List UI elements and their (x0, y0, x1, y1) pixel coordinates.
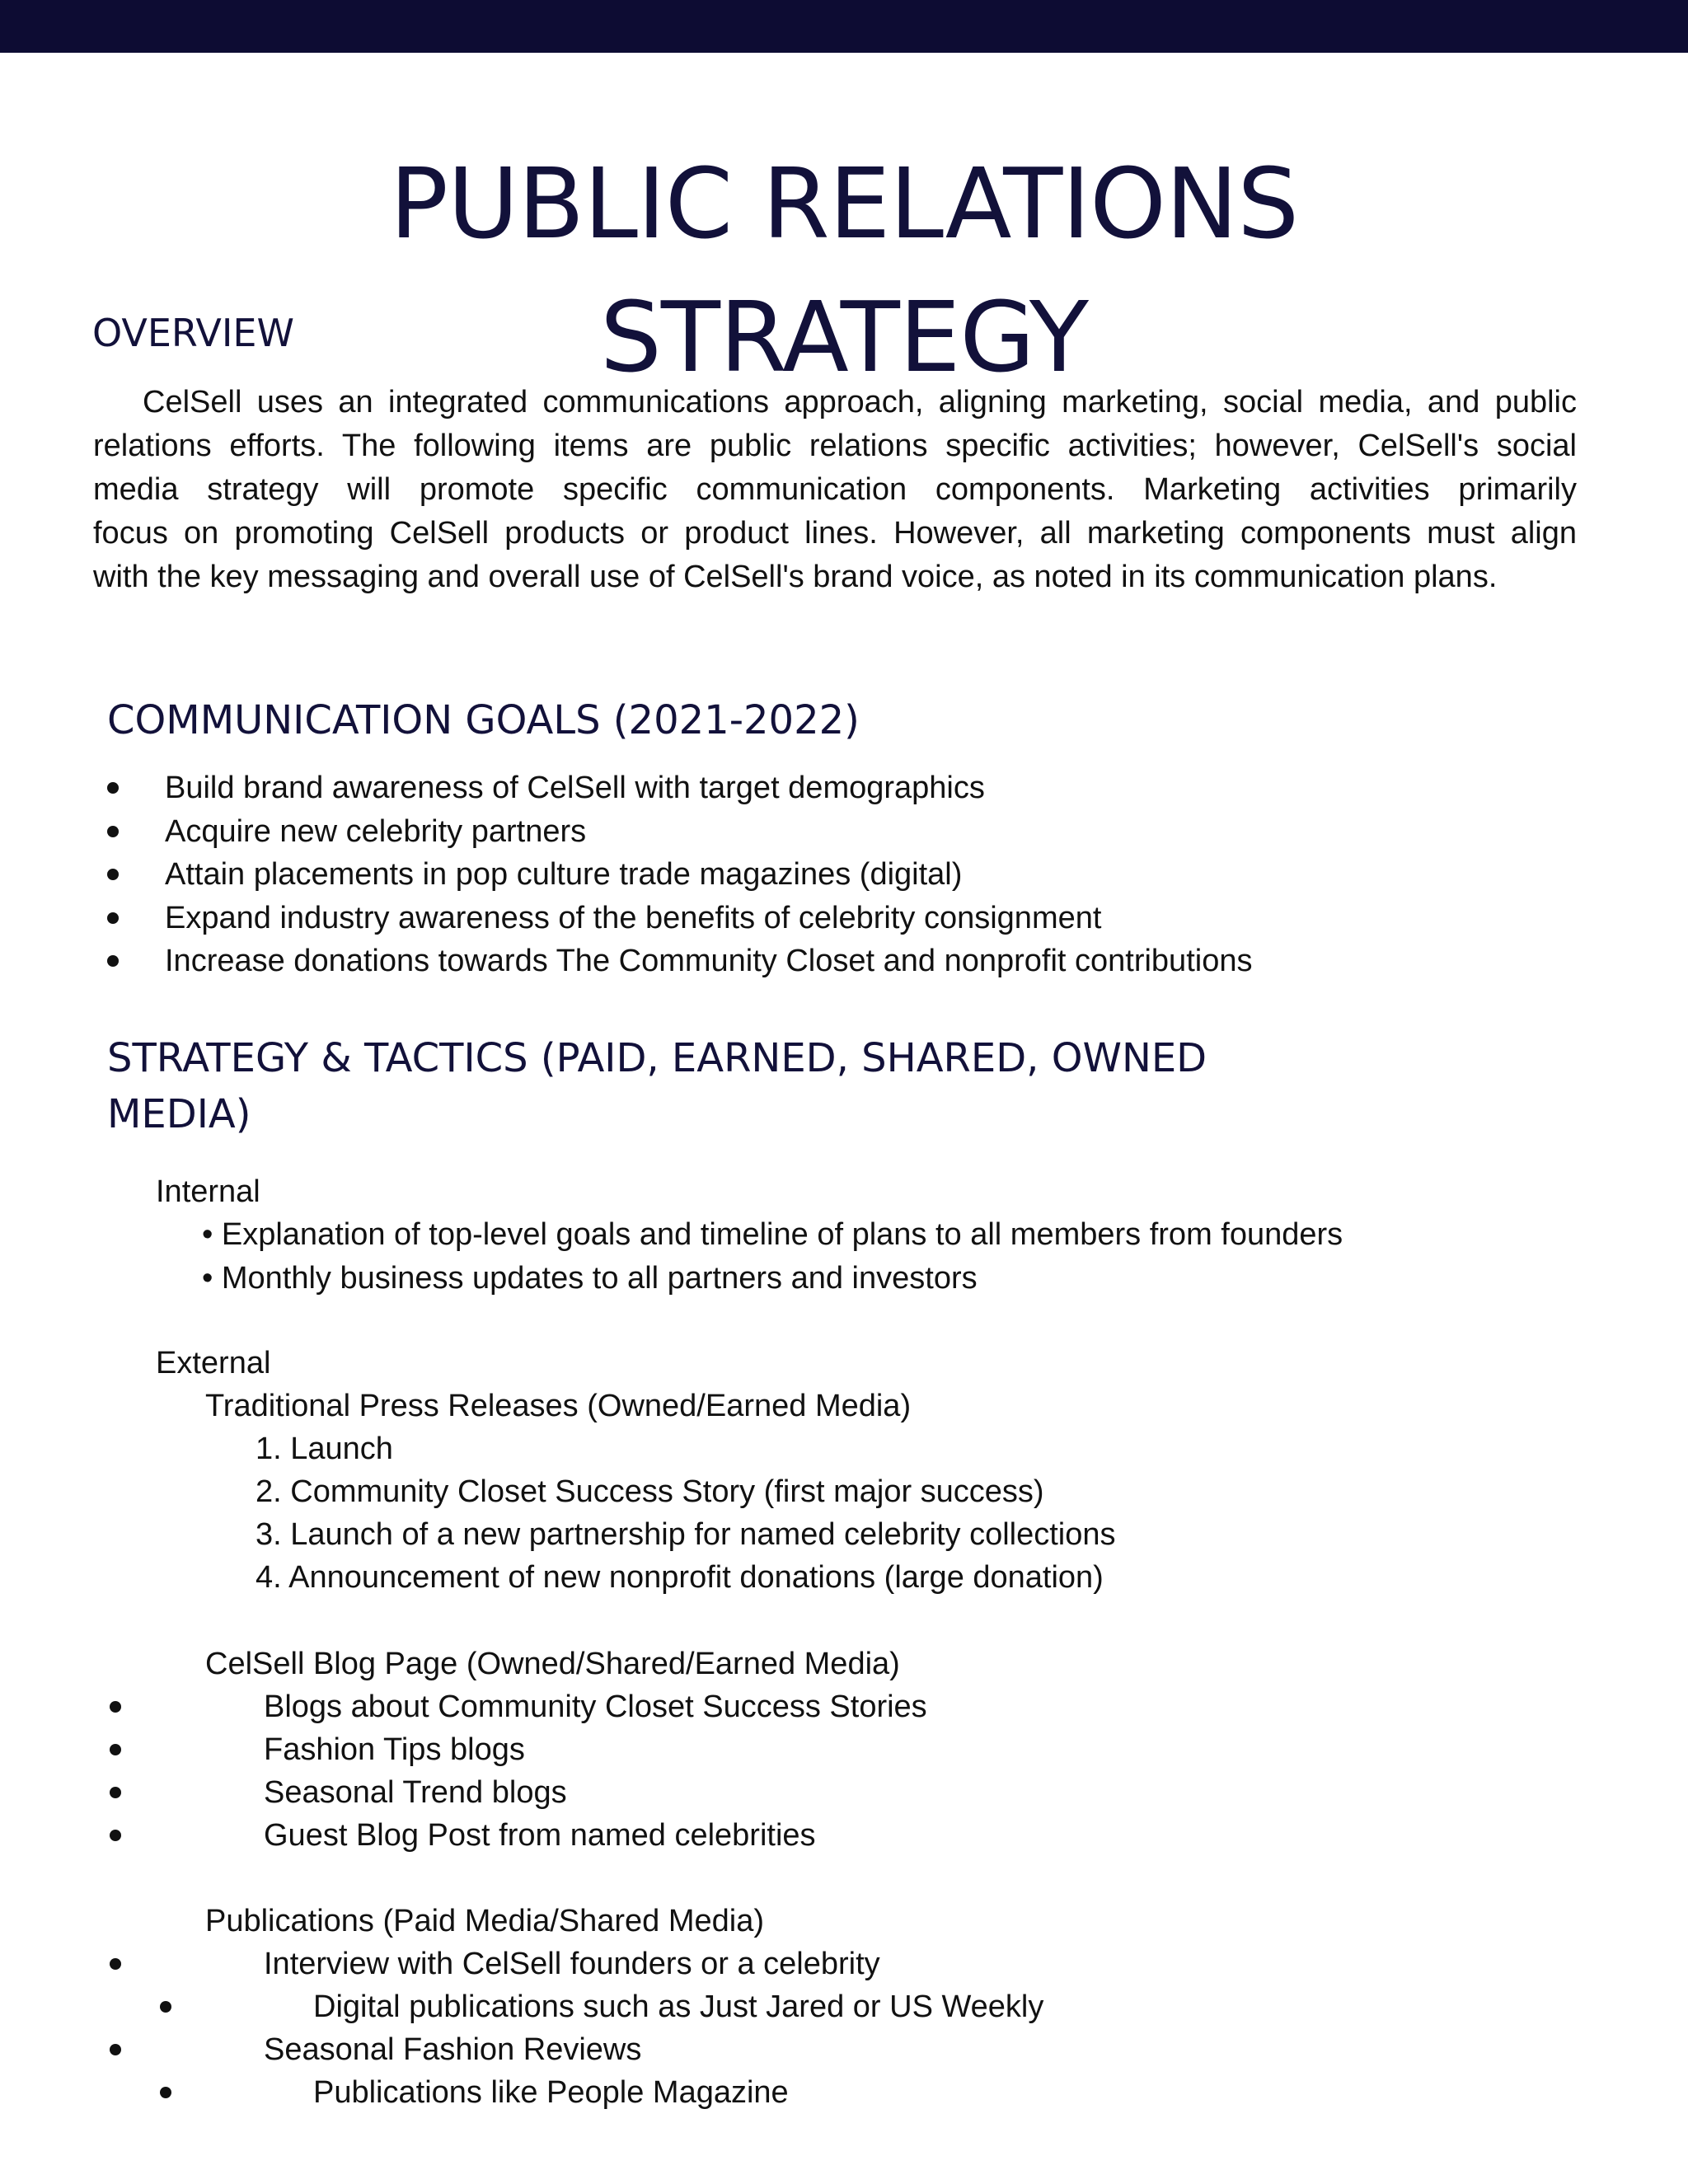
publication-subitem: Digital publications such as Just Jared or US Weekly (313, 1990, 1044, 2024)
strategy-heading (107, 1030, 1508, 1142)
publication-item: Seasonal Fashion Reviews (264, 2032, 642, 2067)
bullet-icon (110, 1830, 121, 1841)
publication-item: Interview with CelSell founders or a celebrity (264, 1947, 880, 1981)
press-item-number: 1. (256, 1432, 282, 1466)
bullet-icon (110, 2044, 121, 2055)
list-item (107, 810, 1252, 854)
blog-item: Seasonal Trend blogs (264, 1775, 567, 1810)
bullet-icon (110, 1744, 121, 1755)
overview-line: media strategy will promote specific communication components. Marketing activities primarily (93, 472, 1577, 507)
press-item-text: Launch (290, 1432, 393, 1466)
publication-subitem: Publications like People Magazine (313, 2075, 789, 2110)
bullet-icon (107, 782, 119, 794)
strategy-heading-line-2: MEDIA) (107, 1091, 251, 1137)
blog-item: Fashion Tips blogs (264, 1732, 525, 1767)
press-releases-label: Traditional Press Releases (Owned/Earned Media) (205, 1389, 912, 1423)
top-banner-bar (0, 0, 1688, 53)
strategy-heading-line-1: STRATEGY & TACTICS (PAID, EARNED, SHARED, OWNED (107, 1035, 1207, 1081)
external-label: External (156, 1346, 271, 1380)
press-item-text: Community Closet Success Story (first major success) (290, 1474, 1044, 1509)
press-item-number: 3. (256, 1517, 282, 1552)
press-item-number: 2. (256, 1474, 282, 1509)
goal-text: Expand industry awareness of the benefits of celebrity consignment (165, 900, 1102, 935)
goals-heading: COMMUNICATION GOALS (2021-2022) (107, 697, 860, 743)
press-item (256, 1513, 1116, 1557)
goal-text: Attain placements in pop culture trade magazines (digital) (165, 857, 963, 892)
press-item (256, 1427, 393, 1471)
page-title-line-2: STRATEGY (599, 280, 1089, 394)
bullet-icon (107, 826, 119, 837)
overview-heading: OVERVIEW (92, 311, 294, 355)
bullet-icon (110, 1701, 121, 1713)
overview-line: CelSell uses an integrated communications approach, aligning marketing, social media, and public (143, 385, 1577, 419)
overview-paragraph (93, 381, 1577, 599)
blog-page-label: CelSell Blog Page (Owned/Shared/Earned Media) (205, 1647, 900, 1681)
internal-item: • Monthly business updates to all partners and investors (202, 1257, 978, 1301)
press-item-text: Launch of a new partnership for named celebrity collections (290, 1517, 1116, 1552)
list-item (107, 853, 1252, 897)
bullet-icon (160, 2001, 171, 2013)
internal-item: • Explanation of top-level goals and timeline of plans to all members from founders (202, 1213, 1343, 1257)
goal-text: Build brand awareness of CelSell with target demographics (165, 771, 985, 805)
press-item (256, 1556, 1104, 1600)
blog-item: Blogs about Community Closet Success Stories (264, 1690, 927, 1724)
press-item-number: 4. (256, 1560, 282, 1595)
blog-item: Guest Blog Post from named celebrities (264, 1818, 816, 1853)
press-item-text: Announcement of new nonprofit donations (large donation) (288, 1560, 1104, 1595)
internal-label: Internal (156, 1174, 260, 1209)
bullet-icon (107, 912, 119, 924)
list-item (107, 766, 1252, 810)
bullet-icon (160, 2087, 171, 2098)
overview-line: focus on promoting CelSell products or product lines. However, all marketing components must align (93, 516, 1577, 551)
bullet-icon (107, 869, 119, 880)
press-item (256, 1470, 1044, 1514)
bullet-icon (110, 1958, 121, 1970)
page-title-line-1: PUBLIC RELATIONS (389, 147, 1299, 260)
overview-line: relations efforts. The following items are public relations specific activities; however, CelSell's social (93, 429, 1577, 463)
goal-text: Acquire new celebrity partners (165, 813, 587, 849)
overview-line: with the key messaging and overall use of CelSell's brand voice, as noted in its communication plans. (93, 560, 1498, 594)
goal-text: Increase donations towards The Community Closet and nonprofit contributions (165, 944, 1253, 978)
publications-label: Publications (Paid Media/Shared Media) (205, 1904, 765, 1938)
list-item (107, 897, 1252, 940)
bullet-icon (110, 1787, 121, 1798)
list-item (107, 940, 1252, 983)
goals-list (107, 766, 1252, 983)
bullet-icon (107, 955, 119, 967)
